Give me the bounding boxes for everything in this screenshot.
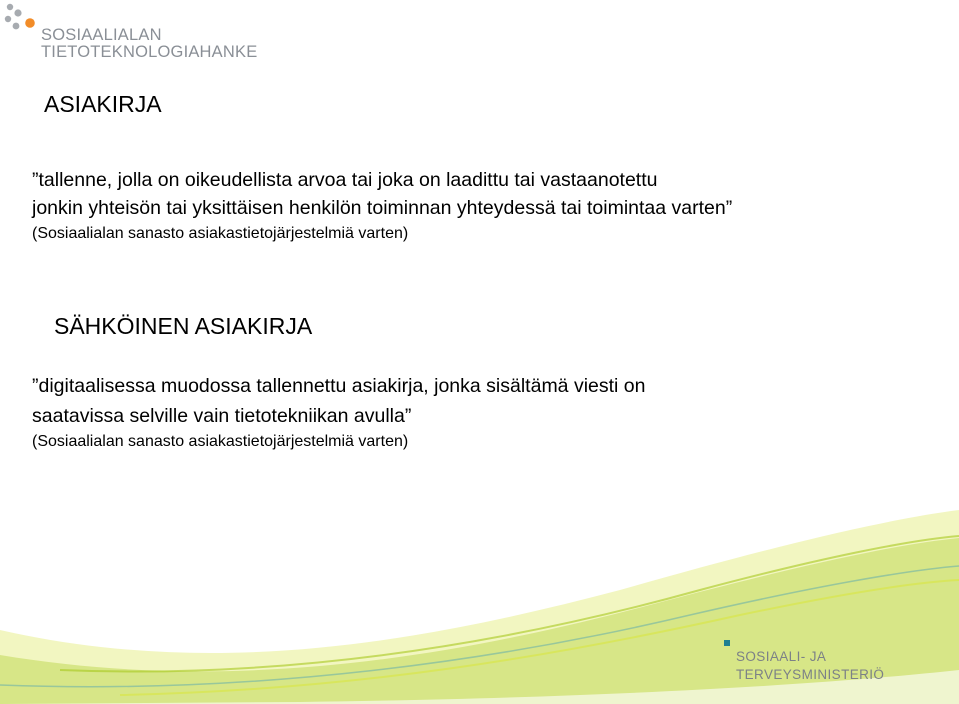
definition2-source: (Sosiaalialan sanasto asiakastietojärjestelmiä varten): [32, 433, 409, 450]
heading-sahkoinen-asiakirja: SÄHKÖINEN ASIAKIRJA: [54, 313, 313, 339]
logo-text-line2: TIETOTEKNOLOGIAHANKE: [41, 43, 258, 61]
stm-logo: [724, 640, 954, 690]
definition-line-1: ”tallenne, jolla on oikeudellista arvoa tai joka on laadittu tai vastaanotettu: [32, 169, 658, 191]
stm-logo-line1: SOSIAALI- JA: [736, 649, 827, 664]
definition-source: (Sosiaalialan sanasto asiakastietojärjestelmiä varten): [32, 225, 409, 242]
logo-dots-icon: [4, 2, 44, 38]
heading-asiakirja: ASIAKIRJA: [44, 91, 162, 117]
sosiaalialan-logo: [4, 2, 258, 64]
logo-square-icon: [724, 640, 730, 646]
stm-logo-line2: TERVEYSMINISTERIÖ: [736, 667, 885, 682]
logo-text-line1: SOSIAALIALAN: [41, 26, 162, 44]
definition2-line-1: ”digitaalisessa muodossa tallennettu asiakirja, jonka sisältämä viesti on: [32, 375, 646, 397]
definition2-line-2: saatavissa selville vain tietotekniikan avulla”: [32, 405, 412, 427]
definition-line-2: jonkin yhteisön tai yksittäisen henkilön toiminnan yhteydessä tai toimintaa varten”: [32, 197, 733, 219]
